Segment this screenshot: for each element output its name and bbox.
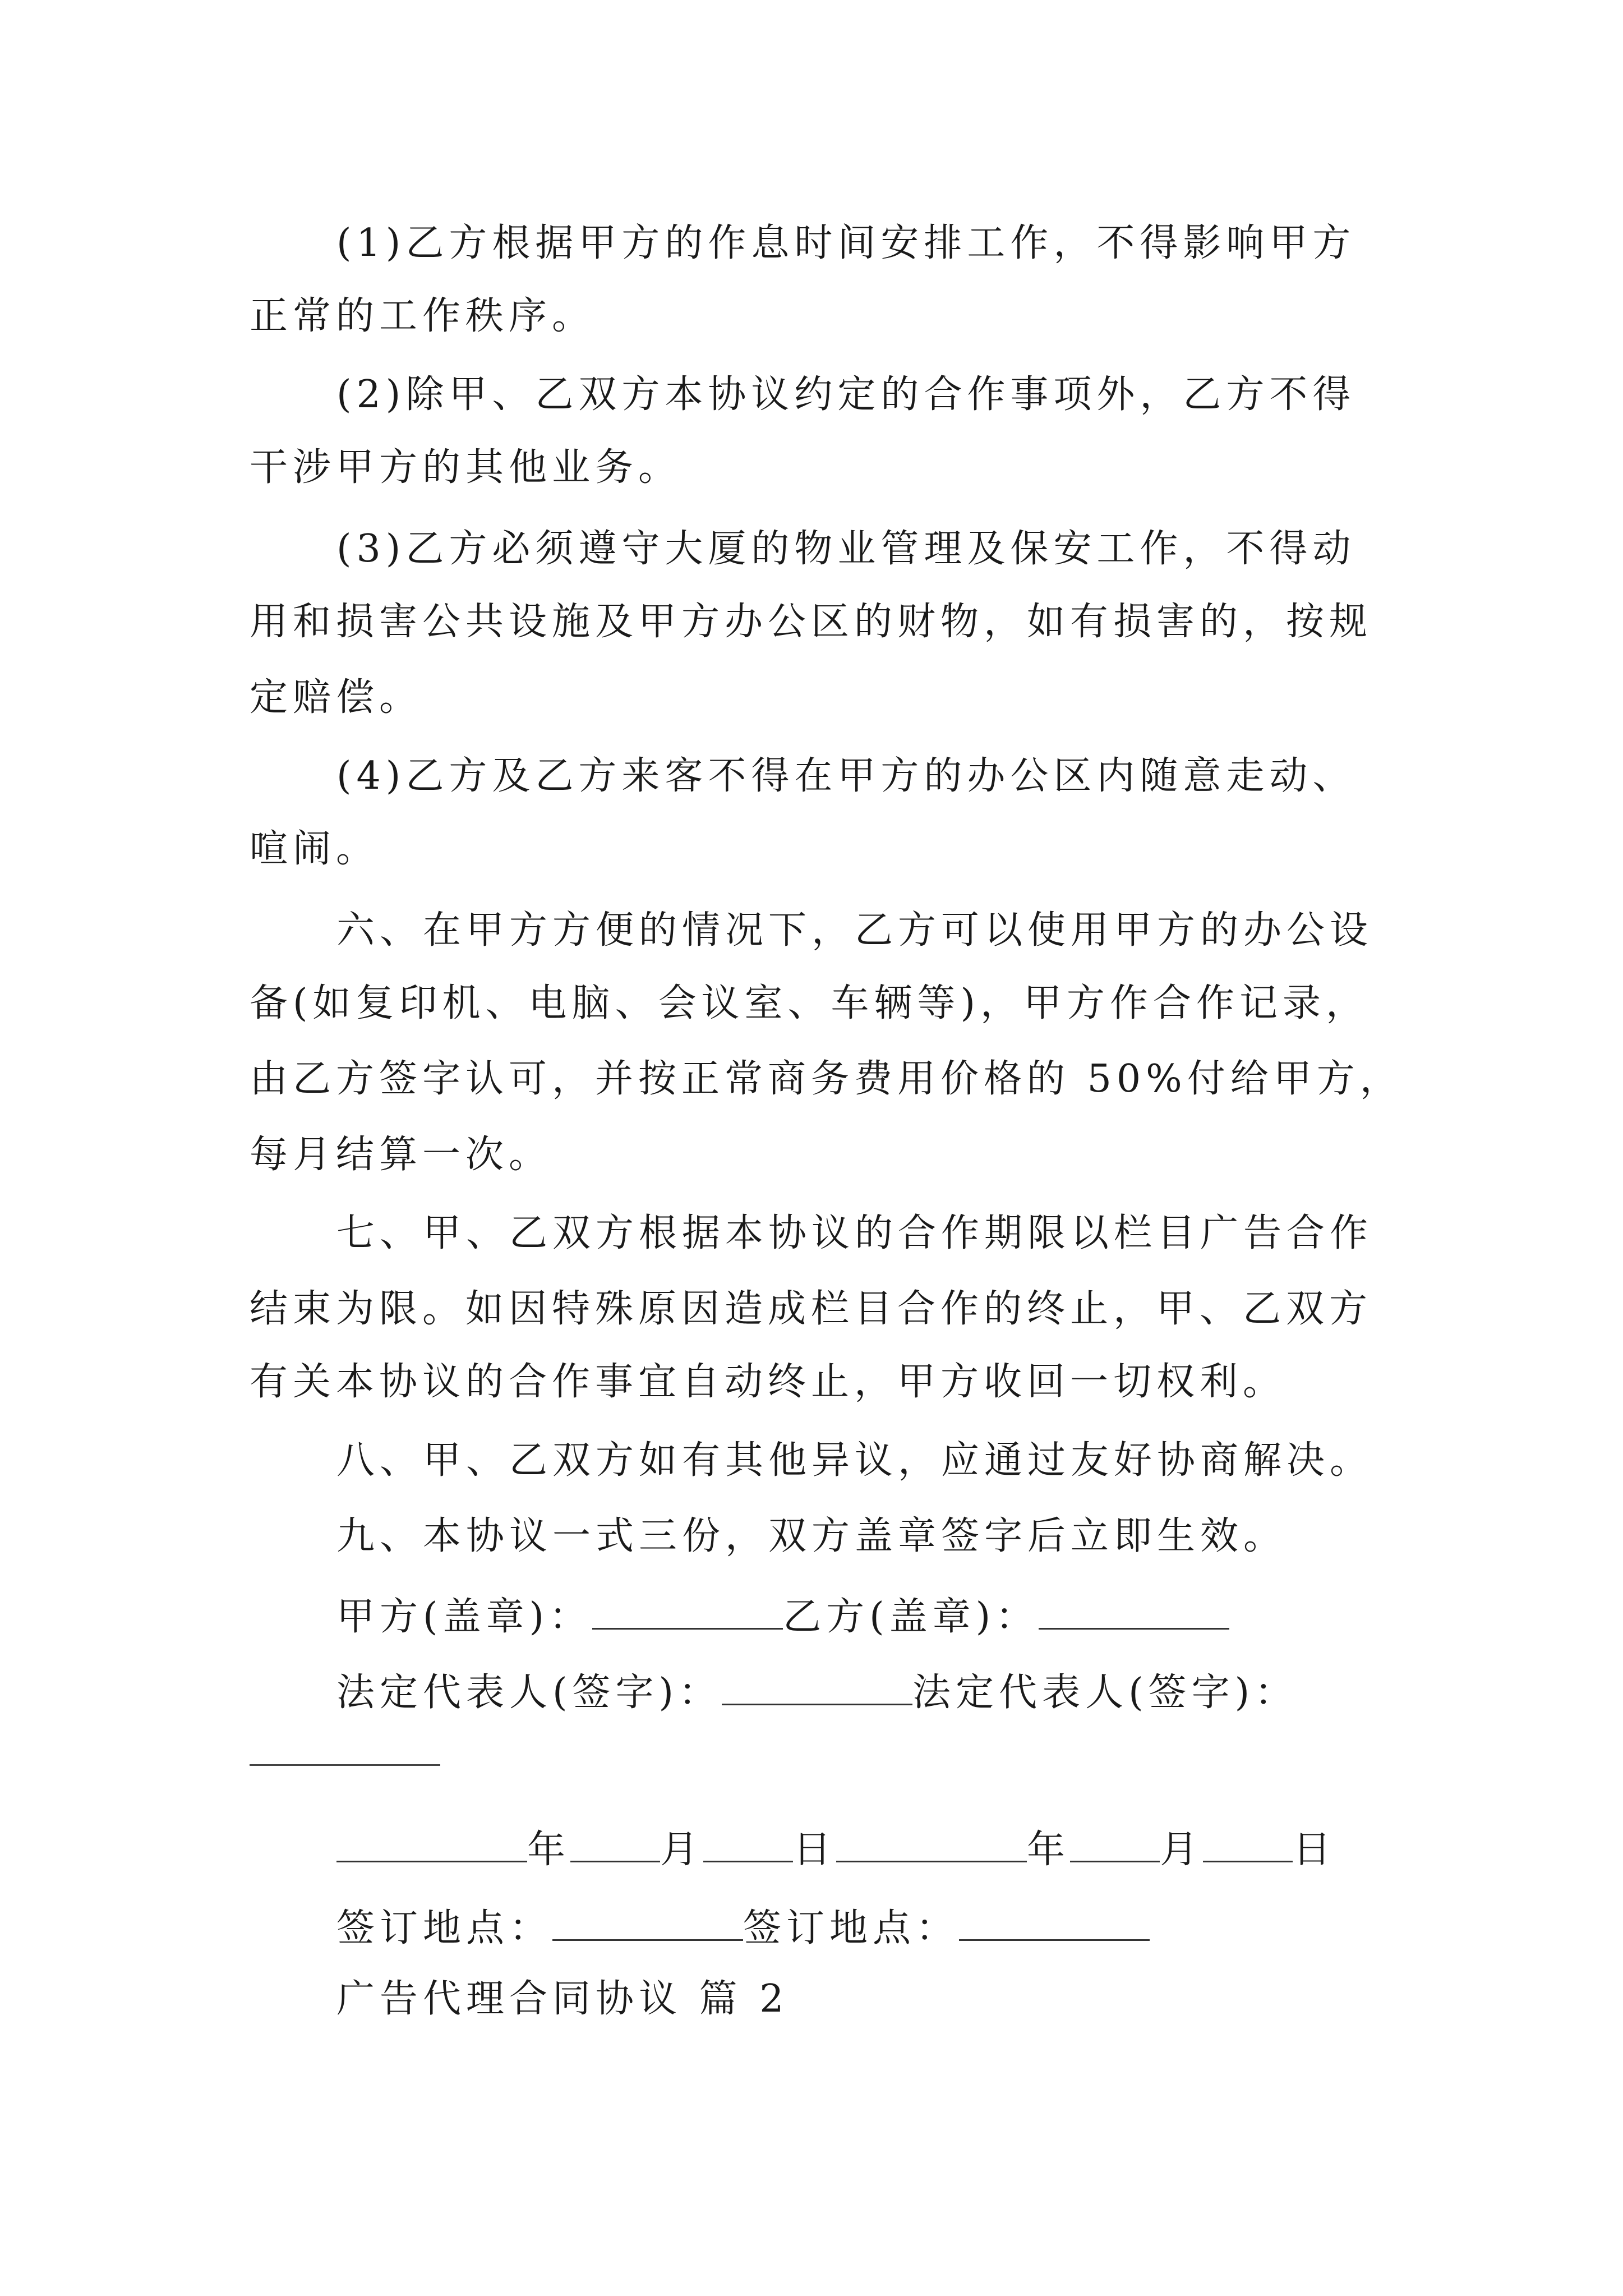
legal-rep-row — [336, 1669, 1298, 1715]
day-a-label: 日 — [793, 1828, 837, 1872]
clause-5-3-line-2: 用和损害公共设施及甲方办公区的财物，如有损害的，按规 — [250, 600, 1373, 644]
party-b-seal-blank — [1039, 1593, 1229, 1630]
legal-rep-b-blank — [250, 1764, 440, 1766]
clause-6-line-2: 备(如复印机、电脑、会议室、车辆等)，甲方作合作记录， — [250, 981, 1370, 1025]
seal-row — [336, 1593, 1229, 1639]
clause-5-3-line-3: 定赔偿。 — [250, 675, 423, 720]
clause-8: 八、甲、乙双方如有其他异议，应通过友好协商解决。 — [336, 1438, 1373, 1483]
clause-7-line-1: 七、甲、乙双方根据本协议的合作期限以栏目广告合作 — [336, 1211, 1373, 1255]
clause-5-4-line-2: 喧闹。 — [250, 827, 380, 871]
place-b-label: 签订地点： — [743, 1906, 960, 1950]
year-a-blank — [336, 1826, 527, 1862]
clause-7-line-3: 有关本协议的合作事宜自动终止，甲方收回一切权利。 — [250, 1360, 1287, 1404]
clause-5-4-line-1: (4)乙方及乙方来客不得在甲方的办公区内随意走动、 — [336, 754, 1356, 798]
year-a-label: 年 — [527, 1828, 571, 1872]
year-b-blank — [836, 1826, 1027, 1862]
clause-6-line-4: 每月结算一次。 — [250, 1133, 552, 1177]
clause-6-line-3: 由乙方签字认可，并按正常商务费用价格的 50%付给甲方， — [250, 1057, 1403, 1101]
month-a-label: 月 — [660, 1828, 704, 1872]
year-b-label: 年 — [1027, 1828, 1071, 1872]
clause-5-1-line-1: (1)乙方根据甲方的作息时间安排工作，不得影响甲方 — [336, 221, 1356, 265]
signing-place-row — [336, 1904, 1150, 1948]
party-a-seal-label: 甲方(盖章)： — [336, 1595, 593, 1639]
clause-5-1-line-2: 正常的工作秩序。 — [250, 294, 596, 338]
party-b-seal-label: 乙方(盖章)： — [783, 1595, 1039, 1639]
legal-rep-a-blank — [722, 1669, 912, 1705]
place-a-label: 签订地点： — [336, 1906, 553, 1950]
legal-rep-a-label: 法定代表人(签字)： — [336, 1671, 722, 1715]
month-b-blank — [1070, 1826, 1160, 1862]
clause-5-2-line-1: (2)除甲、乙双方本协议约定的合作事项外，乙方不得 — [336, 372, 1356, 417]
legal-rep-b-label: 法定代表人(签字)： — [912, 1671, 1298, 1715]
clause-5-2-line-2: 干涉甲方的其他业务。 — [250, 445, 682, 490]
place-b-blank — [959, 1904, 1150, 1941]
place-a-blank — [552, 1904, 743, 1941]
clause-9: 九、本协议一式三份，双方盖章签字后立即生效。 — [336, 1514, 1287, 1558]
day-b-label: 日 — [1293, 1828, 1336, 1872]
clause-6-line-1: 六、在甲方方便的情况下，乙方可以使用甲方的办公设 — [336, 908, 1373, 953]
month-a-blank — [570, 1826, 660, 1862]
day-b-blank — [1203, 1826, 1293, 1862]
clause-5-3-line-1: (3)乙方必须遵守大厦的物业管理及保安工作，不得动 — [336, 527, 1356, 571]
clause-7-line-2: 结束为限。如因特殊原因造成栏目合作的终止，甲、乙双方 — [250, 1287, 1373, 1331]
date-row — [336, 1826, 1336, 1872]
party-a-seal-blank — [592, 1593, 783, 1630]
next-section-title: 广告代理合同协议 篇 2 — [336, 1977, 789, 2021]
month-b-label: 月 — [1160, 1828, 1204, 1872]
day-a-blank — [703, 1826, 793, 1862]
